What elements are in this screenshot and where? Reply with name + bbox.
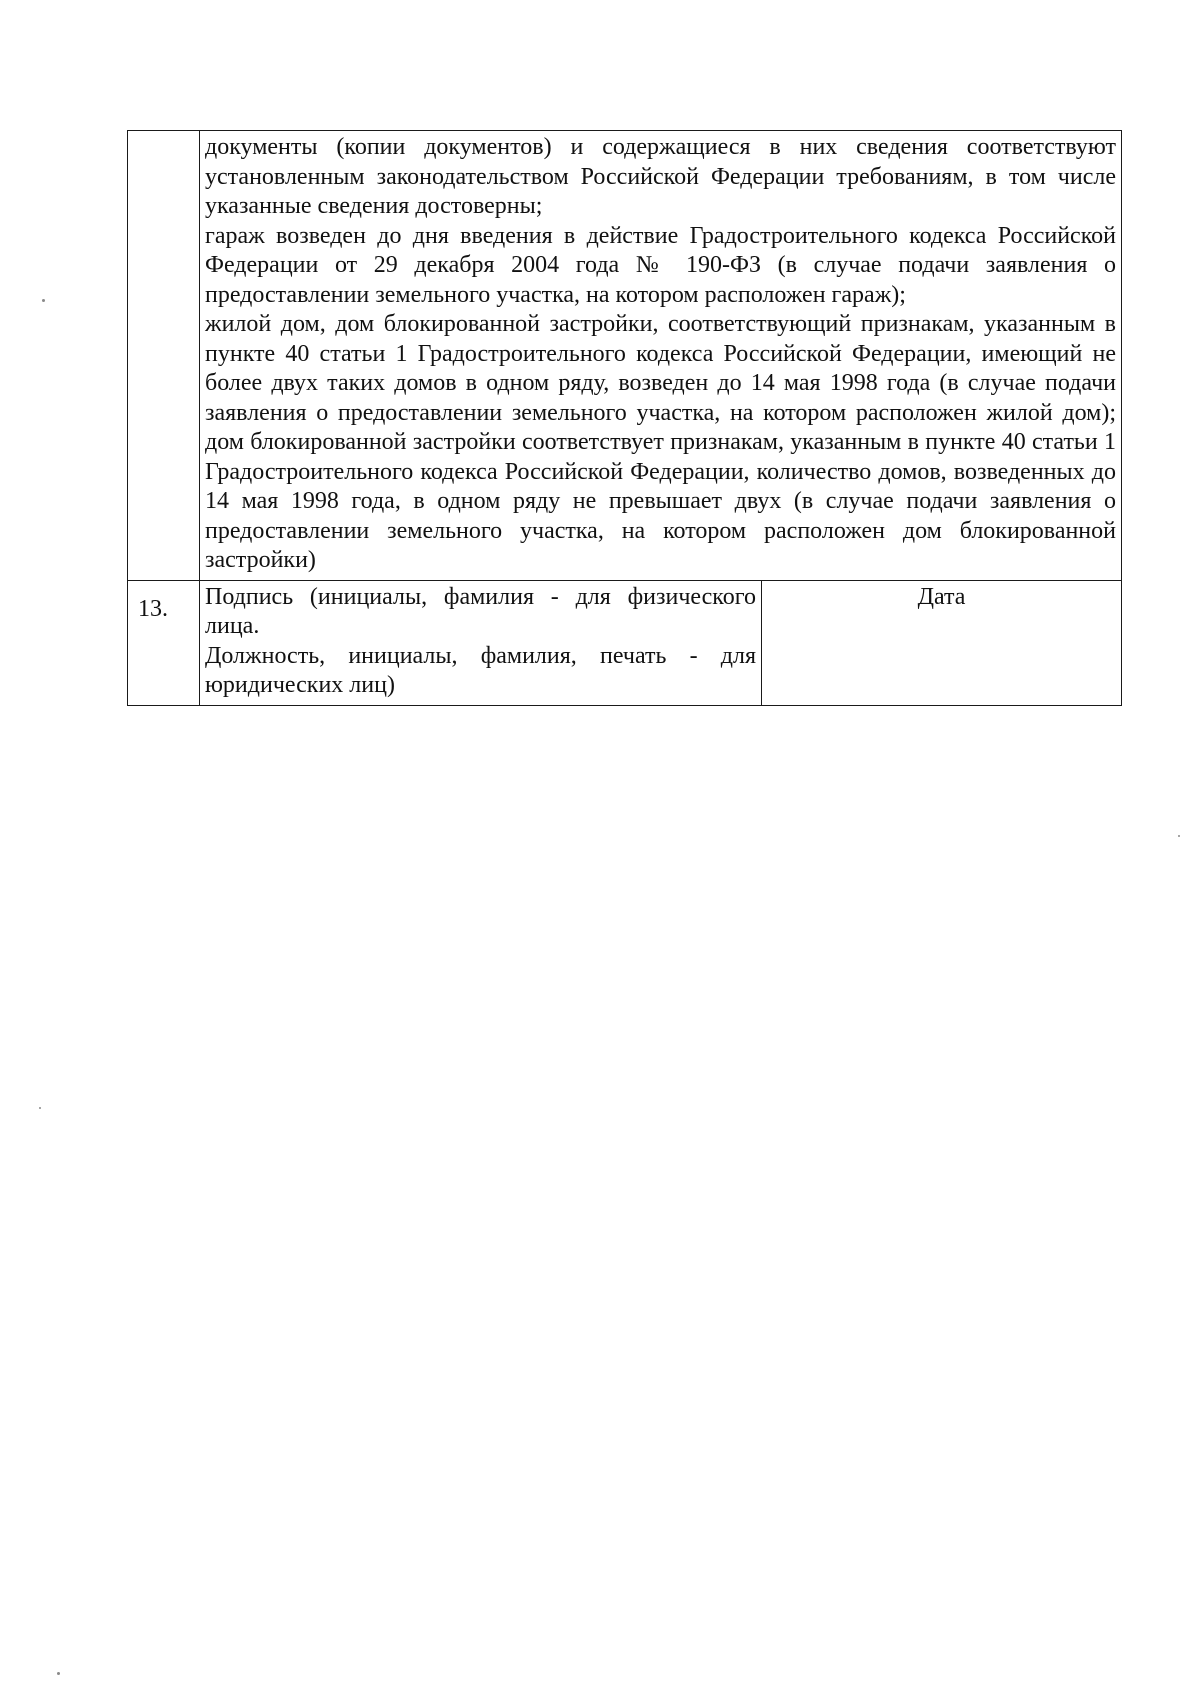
row-number-cell: 13. [128, 580, 200, 705]
scan-speck [39, 1107, 41, 1109]
declaration-documents: документы (копии документов) и содержащиеся в них сведения соответствуют установленным законодательством Российской Федерации требованиям, в том числе указанные сведения достоверны; [205, 134, 1116, 219]
scan-speck [57, 1672, 60, 1675]
date-cell: Дата [762, 580, 1122, 705]
scan-speck [42, 299, 45, 302]
declaration-garage: гараж возведен до дня введения в действие Градостроительного кодекса Российской Федерации от 29 декабря 2004 года № 190-ФЗ (в случае подачи заявления о предоставлении земельного участка, на котором расположен гараж); [205, 222, 1116, 308]
signature-legal-entity-label: Должность, инициалы, фамилия, печать - для юридических лиц) [205, 642, 756, 698]
declarations-cell [200, 131, 1122, 581]
table-row-declarations [128, 131, 1122, 581]
application-form-table [127, 130, 1122, 706]
scan-speck [1178, 835, 1180, 837]
signature-individual-label: Подпись (инициалы, фамилия - для физического лица. [205, 583, 756, 639]
signature-cell [200, 580, 762, 705]
declaration-house: жилой дом, дом блокированной застройки, соответствующий признакам, указанным в пункте 40 статьи 1 Градостроительного кодекса Российской Федерации, имеющий не более двух таких домов в одном ряду, возведен до 14 мая 1998 года (в случае подачи заявления о предоставлении земельного участка, на котором расположен жилой дом); дом блокированной застройки соответствует признакам, указанным в пункте 40 статьи 1 Градостроительного кодекса Российской Федерации, количество домов, возведенных до 14 мая 1998 года, в одном ряду не превышает двух (в случае подачи заявления о предоставлении земельного участка, на котором расположен дом блокированной застройки) [205, 311, 1116, 573]
row-number-cell [128, 131, 200, 581]
table-row-signature [128, 580, 1122, 705]
